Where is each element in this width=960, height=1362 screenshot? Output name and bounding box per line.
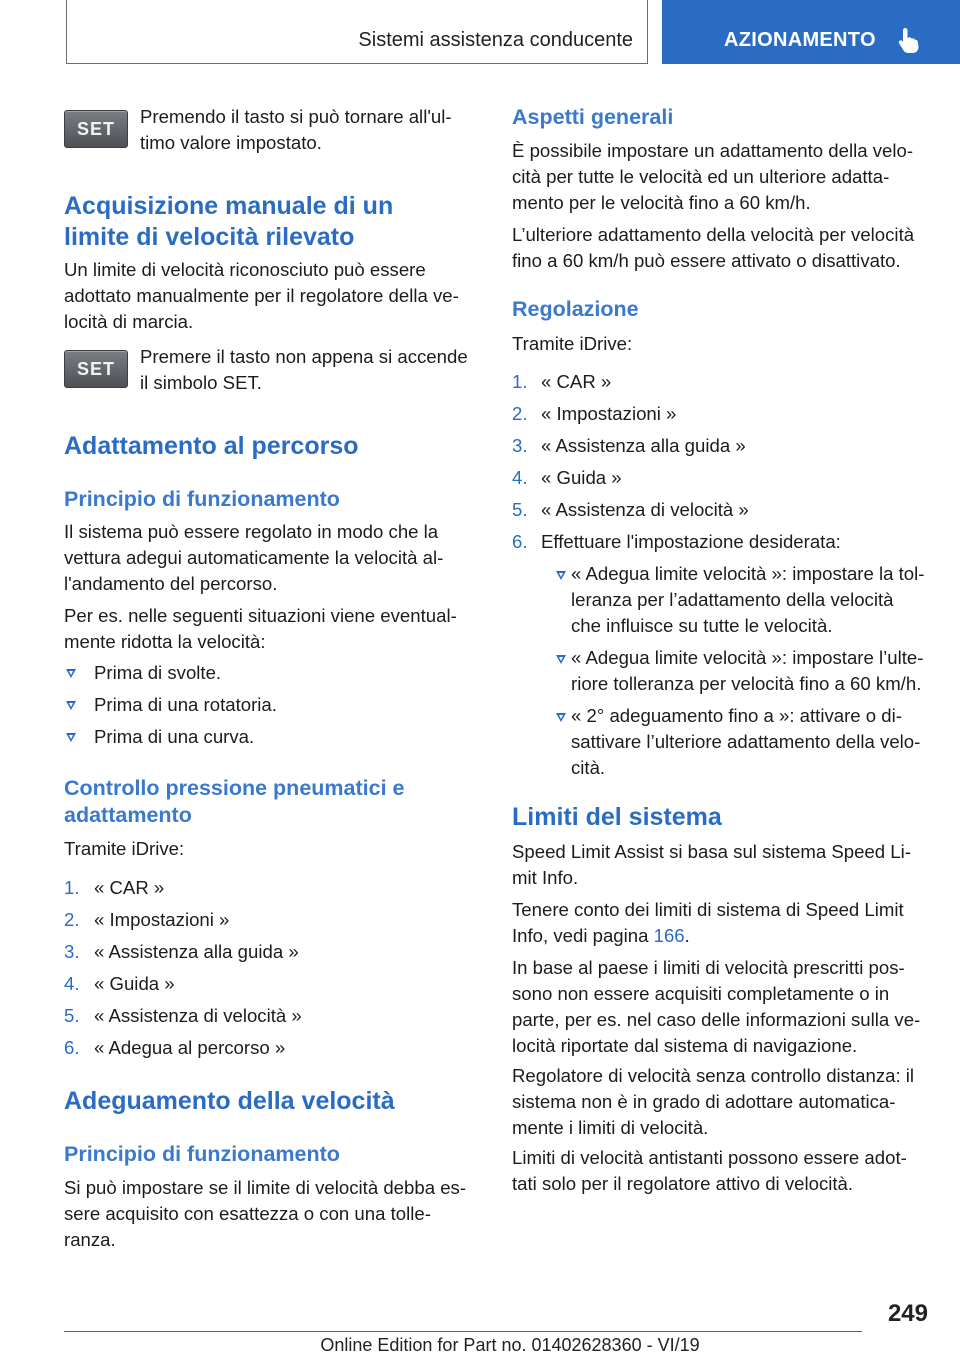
princ1-p1-line-2: vettura adegui automaticamente la velocità al- [64, 547, 444, 568]
step-text: « Assistenza alla guida » [541, 435, 746, 456]
bullet-item: Prima di una rotatoria. [94, 694, 277, 715]
step-number: 1. [512, 371, 528, 392]
bullet-item: Prima di svolte. [94, 662, 222, 683]
header-chapter-tab [662, 0, 960, 64]
bullet-triangle-icon [556, 655, 566, 664]
asp-p2-line-1: L’ulteriore adattamento della velocità per velocità [512, 224, 915, 245]
lim-p4-line-3: mente i limiti di velocità. [512, 1117, 709, 1138]
heading-controllo-line-1: Controllo pressione pneumatici e [64, 776, 405, 800]
lim-p1-line-2: mit Info. [512, 867, 579, 888]
heading-acquisizione-line-1: Acquisizione manuale di un [64, 192, 394, 220]
set-button-icon: SET [64, 110, 128, 148]
page-reference-link[interactable]: 166 [653, 925, 685, 946]
step-number: 4. [512, 467, 528, 488]
reg-intro: Tramite iDrive: [512, 333, 633, 354]
sub3-line-1: « 2° adeguamento fino a »: attivare o di- [571, 705, 902, 726]
lim-p5-line-1: Limiti di velocità antistanti possono essere adot- [512, 1147, 907, 1168]
princ1-p1-line-3: l'andamento del percorso. [64, 573, 278, 594]
sub2-line-1: « Adegua limite velocità »: impostare l’ulte- [571, 647, 924, 668]
bullet-triangle-icon [556, 713, 566, 722]
step-number: 4. [64, 973, 80, 994]
lim-p3-line-4: locità riportate dal sistema di navigazione. [512, 1035, 858, 1056]
lim-p4-line-1: Regolatore di velocità senza controllo distanza: il [512, 1065, 915, 1086]
bullet-triangle-icon [66, 669, 76, 678]
sub1-line-1: « Adegua limite velocità »: impostare la tol- [571, 563, 925, 584]
step-number: 6. [512, 531, 528, 552]
footer-edition: Online Edition for Part no. 01402628360 - VI/19 [320, 1335, 700, 1355]
heading-aspetti-generali: Aspetti generali [512, 105, 674, 129]
asp-p1-line-3: mento per le velocità fino a 60 km/h. [512, 192, 811, 213]
princ1-p1-line-1: Il sistema può essere regolato in modo che la [64, 521, 439, 542]
asp-p1-line-1: È possibile impostare un adattamento della velo- [512, 140, 914, 161]
bullet-item: Prima di una curva. [94, 726, 255, 747]
step-number: 6. [64, 1037, 80, 1058]
page-number: 249 [887, 1300, 928, 1327]
step-text: « Guida » [541, 467, 622, 488]
lim-p5-line-2: tati solo per il regolatore attivo di velocità. [512, 1173, 854, 1194]
step-text: « Impostazioni » [541, 403, 677, 424]
lim-p2-line-2-period: . [684, 925, 690, 946]
step-number: 3. [512, 435, 528, 456]
hand-pointer-icon [896, 26, 922, 54]
heading-regolazione: Regolazione [512, 297, 639, 321]
lim-p3-line-1: In base al paese i limiti di velocità prescritti pos- [512, 957, 905, 978]
lim-p2-line-2-text: Info, vedi pagina [512, 925, 654, 946]
lim-p2-line-1: Tenere conto dei limiti di sistema di Speed Limit [512, 899, 904, 920]
princ1-p2-line-1: Per es. nelle seguenti situazioni viene eventual- [64, 605, 457, 626]
step-text: « Adegua al percorso » [94, 1037, 286, 1058]
step-number: 5. [512, 499, 528, 520]
acq-paragraph-line-2: adottato manualmente per il regolatore della ve- [64, 285, 459, 306]
step-text: « Assistenza di velocità » [541, 499, 749, 520]
lim-p2-line-2 [512, 923, 690, 949]
step-text: « CAR » [94, 877, 165, 898]
heading-acquisizione-line-2: limite di velocità rilevato [64, 223, 355, 251]
sub3-line-2: sattivare l’ulteriore adattamento della velo- [571, 731, 921, 752]
lim-p1-line-1: Speed Limit Assist si basa sul sistema Speed Li- [512, 841, 911, 862]
sub1-line-3: che influisce su tutte le velocità. [571, 615, 833, 636]
set-text-2-line-1: Premere il tasto non appena si accende [140, 346, 468, 367]
princ1-p2-line-2: mente ridotta la velocità: [64, 631, 266, 652]
asp-p1-line-2: cità per tutte le velocità ed un ulteriore adatta- [512, 166, 890, 187]
step-text: « Impostazioni » [94, 909, 230, 930]
set-text-1-line-2: timo valore impostato. [140, 132, 322, 153]
heading-limiti-sistema: Limiti del sistema [512, 803, 722, 831]
bullet-triangle-icon [556, 571, 566, 580]
step-number: 2. [512, 403, 528, 424]
step-text: Effettuare l'impostazione desiderata: [541, 531, 841, 552]
heading-principio-1: Principio di funzionamento [64, 487, 340, 511]
step-text: « Guida » [94, 973, 175, 994]
princ2-line-2: sere acquisito con esattezza o con una tolle- [64, 1203, 431, 1224]
step-number: 5. [64, 1005, 80, 1026]
set-text-2-line-2: il simbolo SET. [140, 372, 262, 393]
lim-p4-line-2: sistema non è in grado di adottare automatica- [512, 1091, 896, 1112]
set-text-1-line-1: Premendo il tasto si può tornare all'ul- [140, 106, 452, 127]
lim-p3-line-3: parte, per es. nel caso delle informazioni sulla ve- [512, 1009, 921, 1030]
heading-principio-2: Principio di funzionamento [64, 1142, 340, 1166]
step-text: « CAR » [541, 371, 612, 392]
asp-p2-line-2: fino a 60 km/h può essere attivato o disattivato. [512, 250, 901, 271]
acq-paragraph-line-1: Un limite di velocità riconosciuto può essere [64, 259, 426, 280]
sub3-line-3: cità. [571, 757, 606, 778]
set-button-icon-2: SET [64, 350, 128, 388]
heading-adeguamento: Adeguamento della velocità [64, 1087, 395, 1115]
sub1-line-2: leranza per l’adattamento della velocità [571, 589, 894, 610]
footer-divider [64, 1331, 862, 1332]
bullet-triangle-icon [66, 701, 76, 710]
header-section-tab [66, 0, 648, 64]
sub2-line-2: riore tolleranza per velocità fino a 60 km/h. [571, 673, 922, 694]
step-number: 2. [64, 909, 80, 930]
heading-adattamento: Adattamento al percorso [64, 432, 359, 460]
step-text: « Assistenza di velocità » [94, 1005, 302, 1026]
ctrl-intro: Tramite iDrive: [64, 838, 185, 859]
header-section-title: Sistemi assistenza conducente [358, 29, 633, 51]
header-chapter-title: AZIONAMENTO [724, 29, 876, 51]
princ2-line-3: ranza. [64, 1229, 116, 1250]
princ2-line-1: Si può impostare se il limite di velocità debba es- [64, 1177, 467, 1198]
bullet-triangle-icon [66, 733, 76, 742]
step-number: 3. [64, 941, 80, 962]
step-text: « Assistenza alla guida » [94, 941, 299, 962]
lim-p3-line-2: sono non essere acquisiti completamente o in [512, 983, 890, 1004]
step-number: 1. [64, 877, 80, 898]
heading-controllo-line-2: adattamento [64, 803, 192, 827]
acq-paragraph-line-3: locità di marcia. [64, 311, 194, 332]
